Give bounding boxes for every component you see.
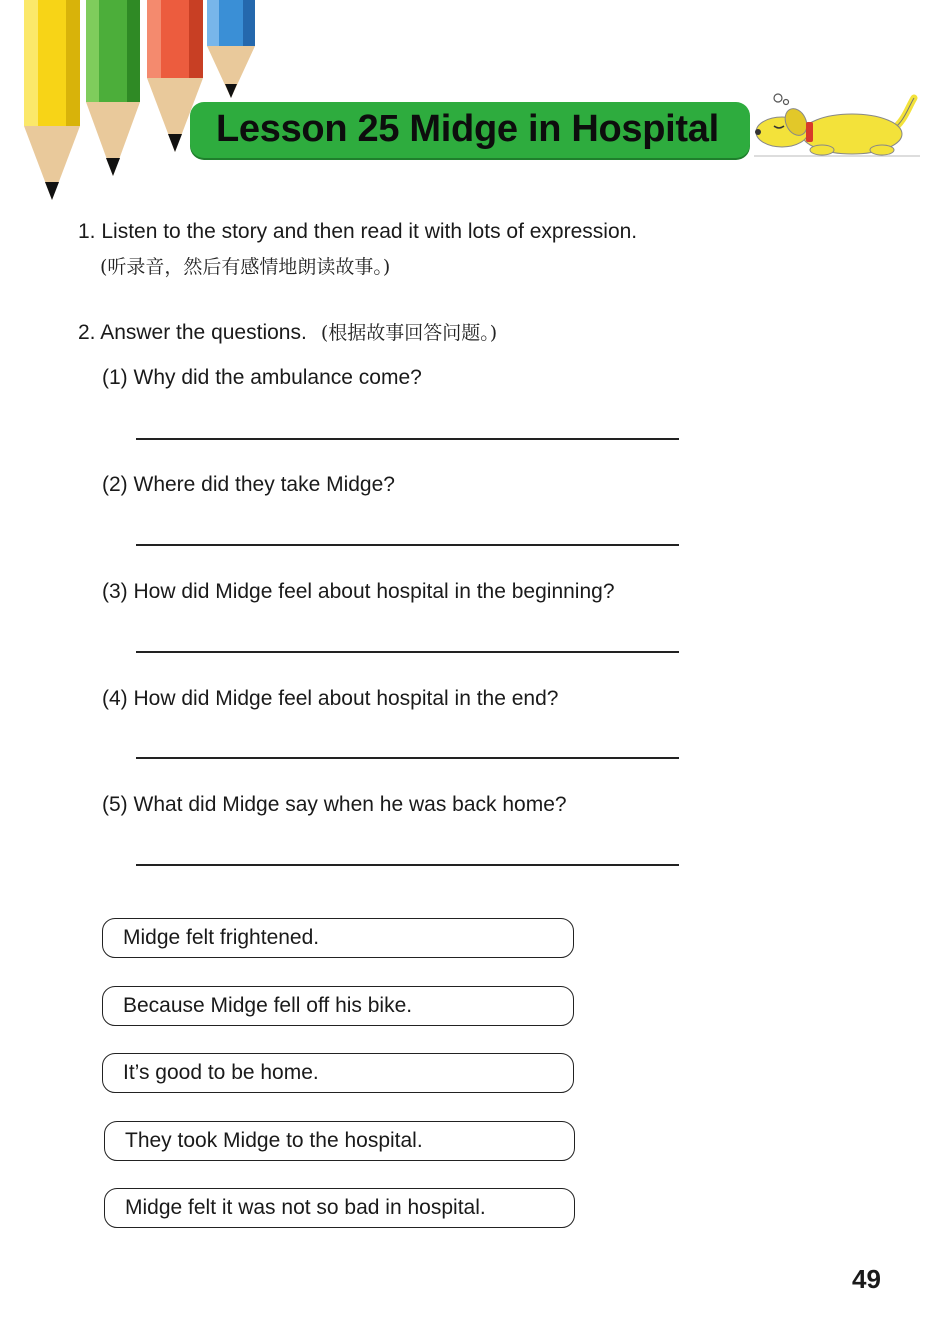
question-4: (4) How did Midge feel about hospital in the end?	[102, 687, 559, 710]
question-1: (1) Why did the ambulance come?	[102, 366, 422, 389]
answer-line-3[interactable]	[136, 651, 679, 653]
answer-option-5[interactable]	[104, 1188, 575, 1228]
answer-option-text: They took Midge to the hospital.	[125, 1129, 423, 1152]
page-number: 49	[852, 1264, 881, 1294]
question-3: (3) How did Midge feel about hospital in the beginning?	[102, 580, 615, 603]
yellow-pencil-icon	[24, 0, 80, 200]
answer-line-1[interactable]	[136, 438, 679, 440]
answer-line-5[interactable]	[136, 864, 679, 866]
answer-option-1[interactable]	[102, 918, 574, 958]
answer-option-4[interactable]	[104, 1121, 575, 1161]
task-2-instruction-cn: (根据故事回答问题。)	[320, 322, 498, 344]
task-2-instruction	[78, 318, 497, 345]
blue-pencil-icon	[207, 0, 255, 98]
title-banner	[190, 102, 750, 158]
answer-option-text: It’s good to be home.	[123, 1061, 319, 1084]
sleeping-dog-icon	[752, 92, 922, 162]
answer-line-2[interactable]	[136, 544, 679, 546]
answer-option-2[interactable]	[102, 986, 574, 1026]
answer-option-text: Midge felt it was not so bad in hospital.	[125, 1196, 486, 1219]
answer-option-3[interactable]	[102, 1053, 574, 1093]
task-1-instruction: 1. Listen to the story and then read it with lots of expression.	[78, 220, 638, 243]
question-2: (2) Where did they take Midge?	[102, 473, 395, 496]
task-2-label: 2. Answer the questions.	[78, 321, 307, 344]
task-1-instruction-cn: (听录音，然后有感情地朗读故事。)	[100, 256, 391, 278]
question-5: (5) What did Midge say when he was back home?	[102, 793, 567, 816]
answer-option-text: Because Midge fell off his bike.	[123, 994, 413, 1017]
answer-line-4[interactable]	[136, 757, 679, 759]
page-title: Lesson 25 Midge in Hospital	[216, 108, 719, 150]
green-pencil-icon	[86, 0, 140, 176]
answer-option-text: Midge felt frightened.	[123, 926, 320, 949]
